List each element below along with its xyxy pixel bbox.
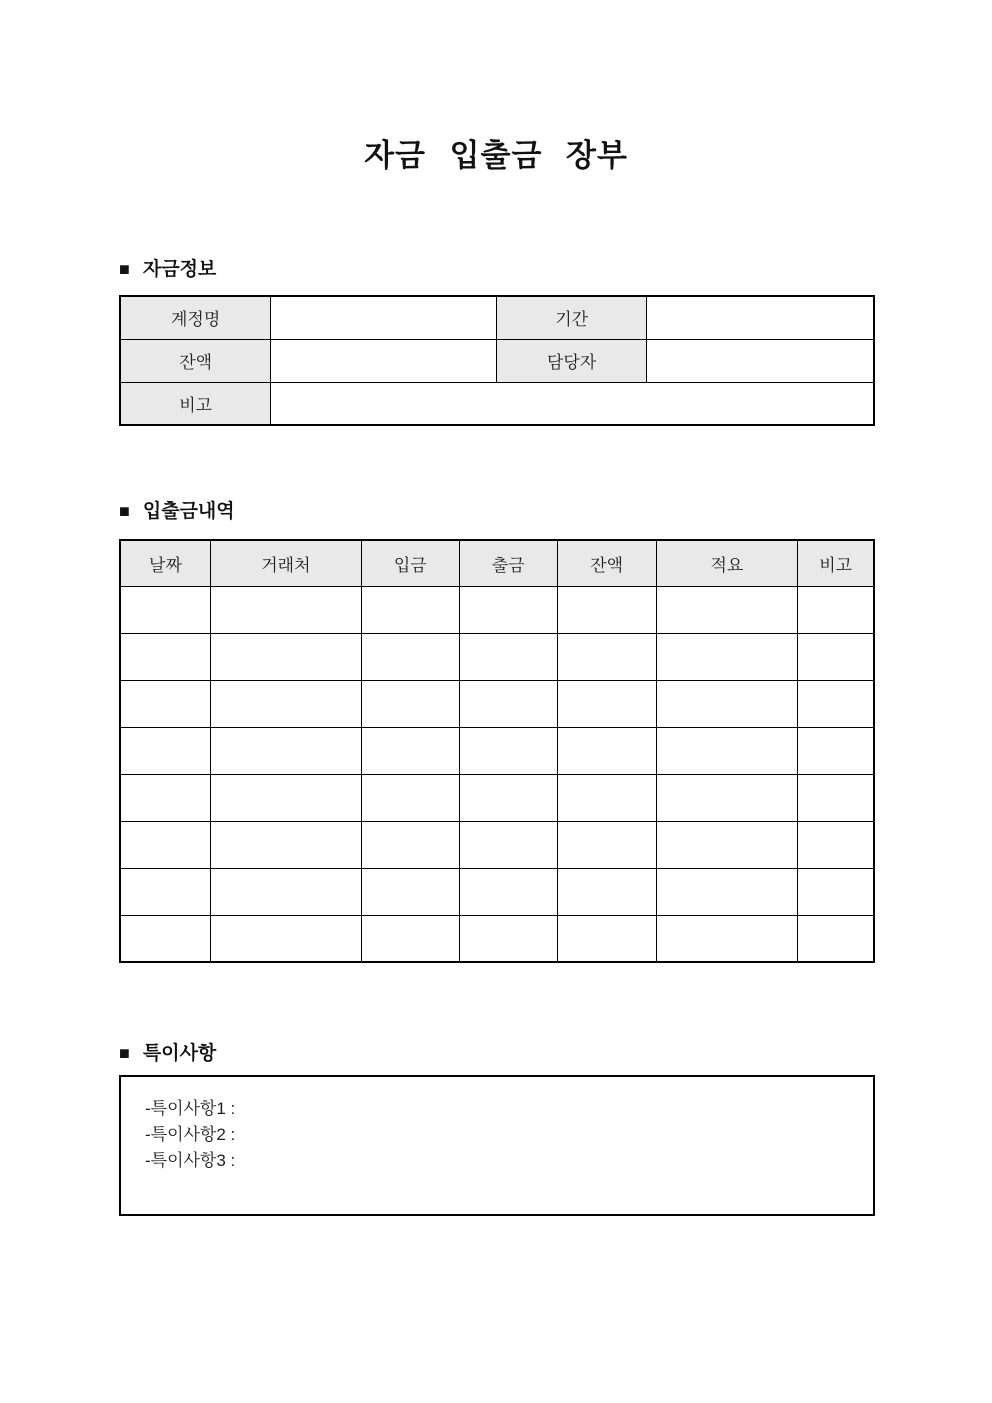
column-header-balance: 잔액 <box>557 540 656 586</box>
column-header-withdrawal: 출금 <box>459 540 557 586</box>
section-header-transactions <box>119 496 875 523</box>
section-header-notes <box>119 1038 875 1065</box>
transactions-empty-cell <box>210 727 361 774</box>
transactions-empty-cell <box>459 727 557 774</box>
transactions-empty-row <box>120 633 874 680</box>
transactions-empty-cell <box>120 821 210 868</box>
fund-info-row-3 <box>120 382 874 425</box>
transactions-empty-cell <box>120 915 210 962</box>
field-value-remarks <box>271 382 874 425</box>
transactions-empty-cell <box>120 633 210 680</box>
transactions-empty-row <box>120 680 874 727</box>
transactions-empty-cell <box>798 680 874 727</box>
transactions-empty-cell <box>120 774 210 821</box>
transactions-empty-cell <box>361 727 459 774</box>
transactions-empty-row <box>120 868 874 915</box>
transactions-empty-cell <box>361 868 459 915</box>
transactions-empty-cell <box>361 586 459 633</box>
transactions-empty-cell <box>361 915 459 962</box>
transactions-empty-cell <box>210 868 361 915</box>
transactions-empty-cell <box>210 586 361 633</box>
transactions-empty-cell <box>120 586 210 633</box>
transactions-empty-cell <box>210 774 361 821</box>
transactions-table <box>119 539 875 963</box>
transactions-empty-cell <box>798 915 874 962</box>
transactions-empty-cell <box>557 821 656 868</box>
field-label-account-name: 계정명 <box>120 296 271 339</box>
section-header-fund-info <box>119 254 875 281</box>
transactions-empty-cell <box>120 868 210 915</box>
note-line-2: -특이사항2 : <box>145 1125 236 1144</box>
transactions-empty-cell <box>656 727 798 774</box>
transactions-empty-cell <box>459 680 557 727</box>
field-value-period <box>646 296 874 339</box>
transactions-empty-cell <box>798 586 874 633</box>
transactions-empty-cell <box>459 868 557 915</box>
field-label-remarks: 비고 <box>120 382 271 425</box>
square-bullet-icon: ■ <box>119 1042 130 1063</box>
field-value-account-name <box>271 296 497 339</box>
transactions-empty-cell <box>656 821 798 868</box>
transactions-empty-cell <box>656 633 798 680</box>
transactions-empty-cell <box>459 633 557 680</box>
transactions-empty-cell <box>656 586 798 633</box>
transactions-empty-cell <box>798 633 874 680</box>
transactions-empty-cell <box>557 727 656 774</box>
field-label-manager: 담당자 <box>497 339 646 382</box>
square-bullet-icon: ■ <box>119 500 130 521</box>
notes-box <box>119 1075 875 1216</box>
transactions-empty-cell <box>557 633 656 680</box>
transactions-empty-row <box>120 915 874 962</box>
column-header-description: 적요 <box>656 540 798 586</box>
fund-info-row-2 <box>120 339 874 382</box>
transactions-empty-cell <box>459 586 557 633</box>
transactions-empty-cell <box>557 915 656 962</box>
field-label-balance: 잔액 <box>120 339 271 382</box>
section-title-transactions: 입출금내역 <box>142 501 235 522</box>
fund-info-row-1 <box>120 296 874 339</box>
document-body <box>119 254 875 1216</box>
transactions-empty-cell <box>798 774 874 821</box>
square-bullet-icon: ■ <box>119 258 130 279</box>
transactions-empty-row <box>120 586 874 633</box>
transactions-empty-row <box>120 727 874 774</box>
transactions-empty-cell <box>656 868 798 915</box>
column-header-date: 날짜 <box>120 540 210 586</box>
transactions-empty-cell <box>459 774 557 821</box>
transactions-empty-cell <box>557 774 656 821</box>
transactions-empty-cell <box>557 586 656 633</box>
field-value-manager <box>646 339 874 382</box>
note-line-3: -특이사항3 : <box>145 1151 236 1170</box>
transactions-empty-cell <box>210 821 361 868</box>
transactions-body <box>120 586 874 962</box>
transactions-empty-cell <box>361 774 459 821</box>
transactions-empty-cell <box>120 727 210 774</box>
transactions-empty-cell <box>210 915 361 962</box>
column-header-remarks: 비고 <box>798 540 874 586</box>
transactions-empty-cell <box>459 821 557 868</box>
transactions-empty-cell <box>361 821 459 868</box>
field-value-balance <box>271 339 497 382</box>
transactions-empty-cell <box>798 868 874 915</box>
transactions-empty-cell <box>361 633 459 680</box>
transactions-empty-cell <box>557 868 656 915</box>
column-header-client: 거래처 <box>210 540 361 586</box>
column-header-deposit: 입금 <box>361 540 459 586</box>
transactions-empty-cell <box>210 680 361 727</box>
section-title-fund-info: 자금정보 <box>142 259 217 280</box>
transactions-empty-row <box>120 774 874 821</box>
transactions-empty-cell <box>798 821 874 868</box>
fund-info-table <box>119 295 875 426</box>
field-label-period: 기간 <box>497 296 646 339</box>
transactions-empty-cell <box>656 774 798 821</box>
transactions-empty-cell <box>656 915 798 962</box>
transactions-empty-cell <box>656 680 798 727</box>
transactions-empty-row <box>120 821 874 868</box>
transactions-empty-cell <box>120 680 210 727</box>
transactions-empty-cell <box>210 633 361 680</box>
transactions-empty-cell <box>798 727 874 774</box>
transactions-empty-cell <box>361 680 459 727</box>
transactions-header-row <box>120 540 874 586</box>
page-title: 자금 입출금 장부 <box>364 138 628 173</box>
section-title-notes: 특이사항 <box>142 1043 217 1064</box>
transactions-empty-cell <box>557 680 656 727</box>
note-line-1: -특이사항1 : <box>145 1099 236 1118</box>
transactions-empty-cell <box>459 915 557 962</box>
